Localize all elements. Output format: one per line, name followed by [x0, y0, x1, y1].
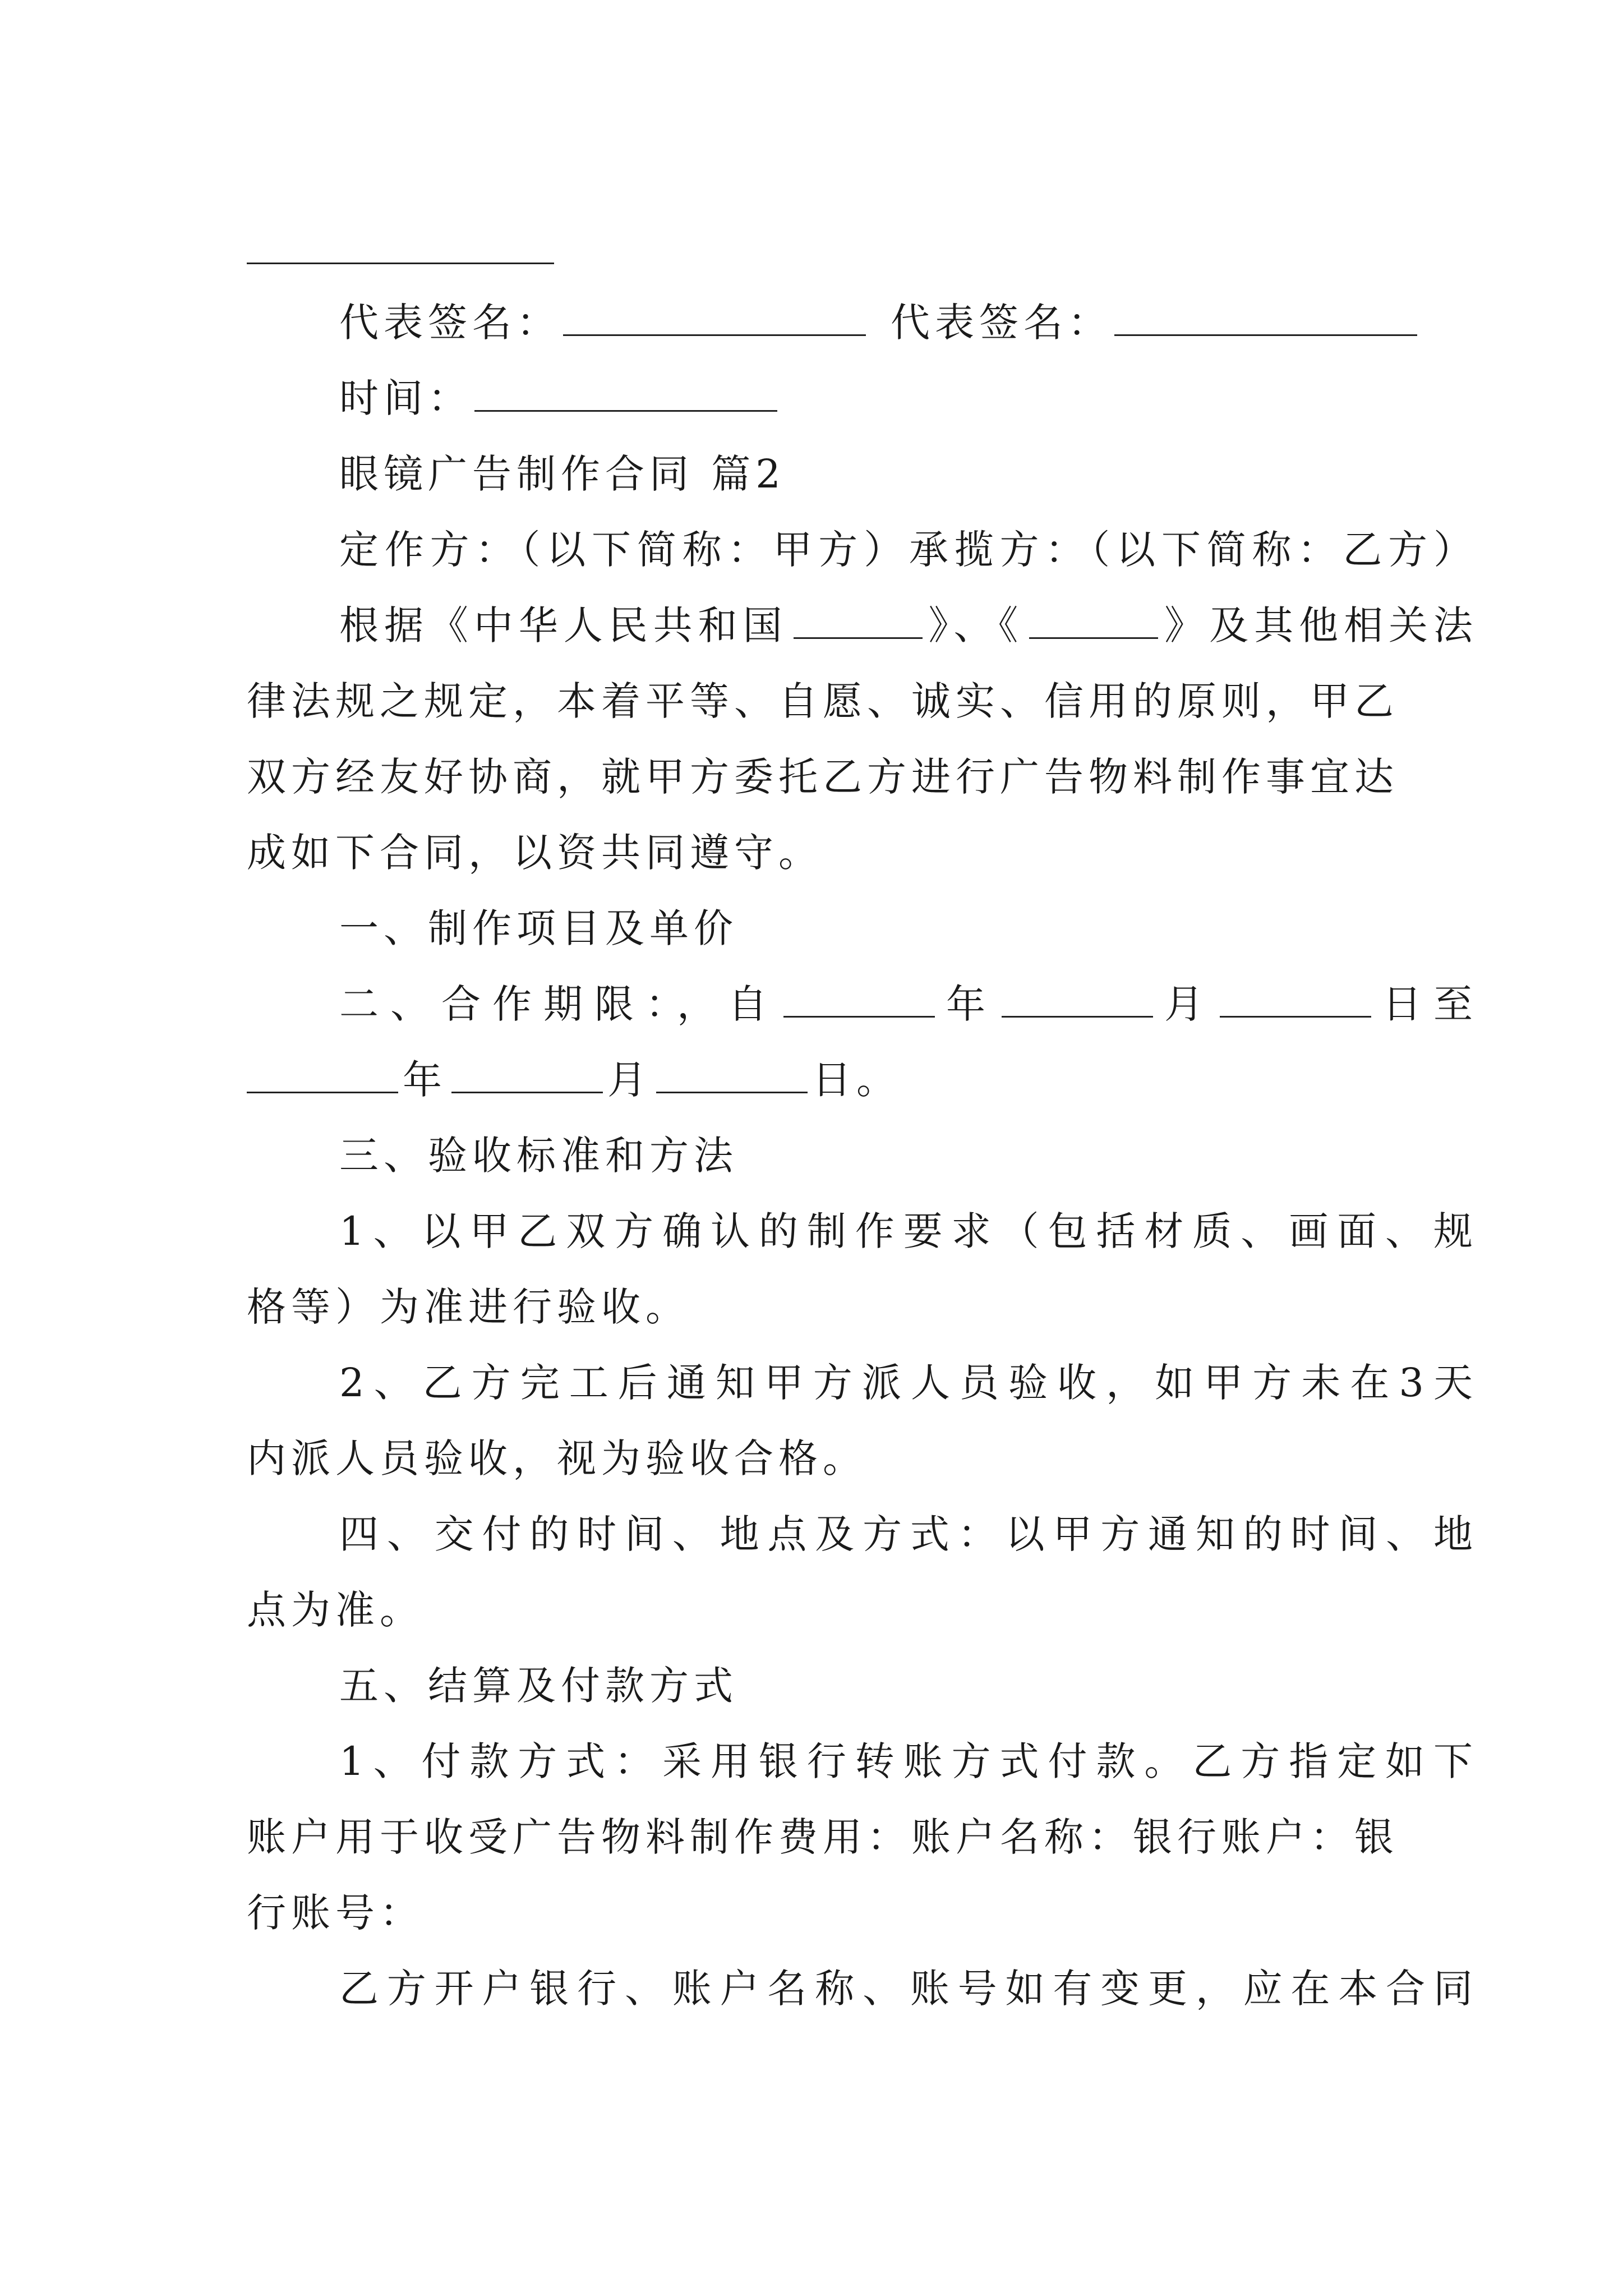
end-day-label: 日。 [812, 1057, 901, 1103]
section-5-item-1-line-1: 1、付款方式：采用银行转账方式付款。乙方指定如下 [339, 1738, 1478, 1784]
signature-row [247, 297, 1478, 348]
section-5-title: 五、结算及付款方式 [339, 1663, 738, 1709]
rep-signature-blank-a [563, 330, 866, 336]
section-4-line-2: 点为准。 [247, 1587, 424, 1633]
end-month-label: 月 [607, 1057, 652, 1103]
law-name-blank-2 [1029, 633, 1158, 639]
section-5-item-1-line-3: 行账号： [247, 1890, 424, 1936]
start-year-label: 年 [939, 981, 997, 1027]
section-3-item-2-line-2: 内派人员验收，视为验收合格。 [247, 1435, 867, 1481]
section-3-item-2-line-1: 2、乙方完工后通知甲方派人员验收，如甲方未在3天 [339, 1360, 1478, 1406]
end-year-label: 年 [403, 1057, 447, 1103]
rep-signature-label-b: 代表签名： [891, 300, 1112, 346]
section-3-title: 三、验收标准和方法 [339, 1133, 738, 1179]
section-5-note-line-1: 乙方开户银行、账户名称、账号如有变更，应在本合同 [339, 1966, 1478, 2012]
section-5-item-1-line-2: 账户用于收受广告物料制作费用：账户名称：银行账户：银 [247, 1814, 1399, 1860]
time-label: 时间： [339, 375, 472, 421]
start-day-blank [1220, 1011, 1371, 1018]
preamble-text-1: 根据《中华人民共和国 [339, 602, 788, 648]
start-month-blank [1002, 1011, 1153, 1018]
section-4-line-1: 四、交付的时间、地点及方式：以甲方通知的时间、地 [339, 1511, 1478, 1557]
section-2-line-2 [247, 1055, 1385, 1105]
preamble-text-2: 》、《 [928, 602, 1024, 648]
contract-heading: 眼镜广告制作合同 篇2 [339, 451, 786, 497]
start-day-label: 日至 [1376, 981, 1478, 1027]
preamble-line-1 [247, 600, 1478, 651]
section-3-item-1-line-1: 1、以甲乙双方确认的制作要求（包括材质、画面、规 [339, 1208, 1478, 1254]
preamble-text-3: 》及其他相关法 [1164, 602, 1478, 648]
end-year-blank [247, 1087, 398, 1093]
start-year-blank [783, 1011, 935, 1018]
preamble-line-4: 成如下合同，以资共同遵守。 [247, 830, 823, 876]
signature-line-top [247, 263, 554, 264]
rep-signature-label-a: 代表签名： [339, 300, 561, 346]
time-blank [474, 406, 777, 412]
end-month-blank [451, 1087, 603, 1093]
section-1-title: 一、制作项目及单价 [339, 905, 738, 951]
preamble-line-2: 律法规之规定，本着平等、自愿、诚实、信用的原则，甲乙 [247, 678, 1399, 724]
section-3-item-1-line-2: 格等）为准进行验收。 [247, 1284, 690, 1330]
term-prefix: 二、合作期限：，自 [339, 981, 779, 1027]
preamble-line-3: 双方经友好协商，就甲方委托乙方进行广告物料制作事宜达 [247, 754, 1399, 800]
time-row [247, 373, 1478, 424]
law-name-blank-1 [794, 633, 923, 639]
section-2-line-1 [247, 979, 1478, 1029]
rep-signature-blank-b [1114, 330, 1417, 336]
start-month-label: 月 [1158, 981, 1215, 1027]
end-day-blank [656, 1087, 808, 1093]
parties-line: 定作方：（以下简称：甲方）承揽方：（以下简称：乙方） [339, 527, 1478, 573]
